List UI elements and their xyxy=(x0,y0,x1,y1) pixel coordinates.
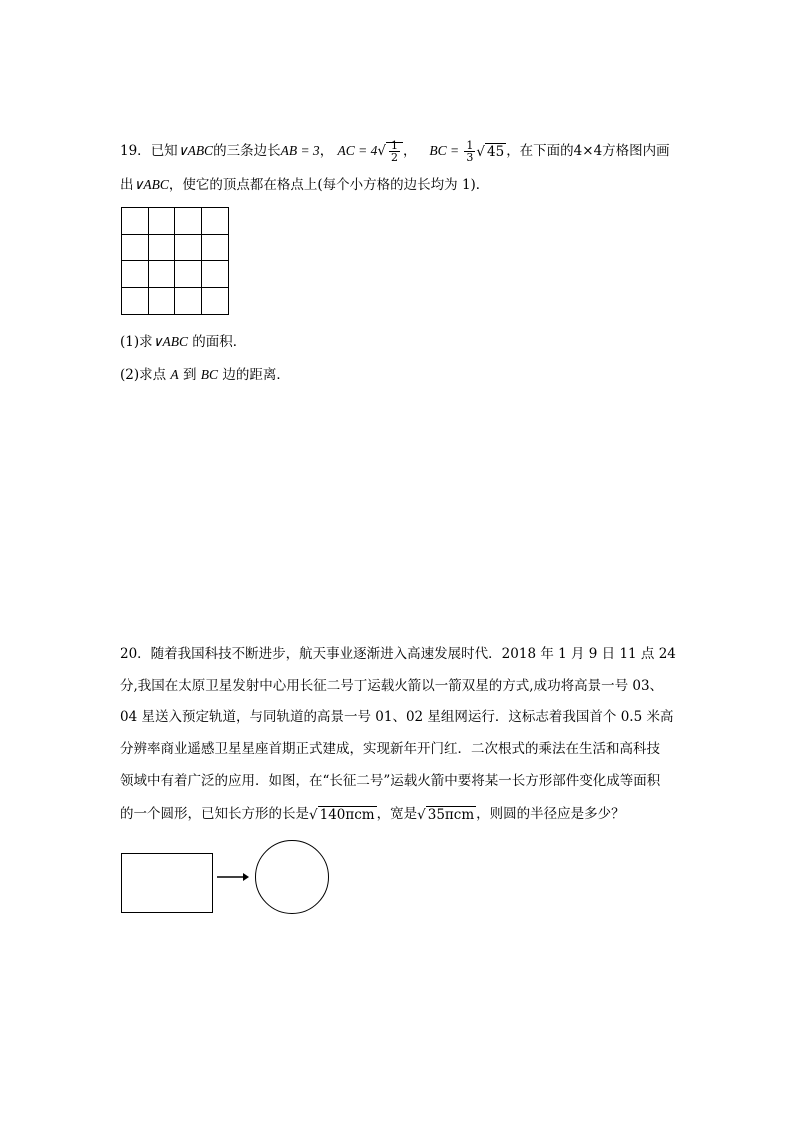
grid-cell xyxy=(122,208,149,235)
grid-cell xyxy=(122,261,149,288)
grid-cell xyxy=(175,235,202,262)
sqrt-half: √ $\frac{1}{2}$ xyxy=(377,140,403,163)
q20-line-5: 领域中有着广泛的应用．如图，在“长征二号”运载火箭中要将某一长方形部件变化成等面积 xyxy=(120,773,661,789)
grid-cell xyxy=(175,288,202,315)
grid-cell xyxy=(149,288,176,315)
triangle-label: ∨ABC xyxy=(133,177,169,192)
sqrt-width: √ 35πcm xyxy=(417,806,475,823)
q19-text: ，使它的顶点都在格点上(每个小方格的边长均为 1)． xyxy=(168,177,490,193)
sqrt-length: √ 140πcm xyxy=(309,806,375,823)
grid-cell xyxy=(202,208,229,235)
circle-figure xyxy=(255,840,329,914)
q19-number: 19． xyxy=(120,143,151,159)
q19-line-2 xyxy=(120,175,489,195)
q19-sub-1: (1)求∨ABC 的面积． xyxy=(120,334,247,350)
q20-line-6: 的一个圆形，已知长方形的长是√ 140πcm ，宽是√ 35πcm ，则圆的半径应是多少？ xyxy=(120,806,625,823)
q20-line-2: 分,我国在太原卫星发射中心用长征二号丁运载火箭以一箭双星的方式,成功将高景一号 03、 xyxy=(120,678,664,694)
q19-text: 的三条边长 xyxy=(213,143,281,159)
q20-line-3: 04 星送入预定轨道，与同轨道的高景一号 01、02 星组网运行．这标志着我国首个 0.5 米高 xyxy=(120,709,674,725)
side-ac-lhs: AC = 4 xyxy=(337,143,378,158)
fraction-one-third: $\frac{1}{3}$ xyxy=(466,139,474,164)
grid-cell xyxy=(122,288,149,315)
q19-text: 已知 xyxy=(150,143,178,159)
side-ab: AB = 3 xyxy=(280,143,320,158)
q20-line-1: 20．随着我国科技不断进步，航天事业逐渐进入高速发展时代．2018 年 1 月 9 日 11 点 24 xyxy=(120,646,676,662)
grid-cell xyxy=(149,208,176,235)
grid-cell xyxy=(175,208,202,235)
grid-cell xyxy=(202,288,229,315)
sqrt-45: √ 45 xyxy=(476,143,505,160)
q20-line-4: 分辨率商业遥感卫星星座首期正式建成，实现新年开门红．二次根式的乘法在生活和高科技 xyxy=(120,741,660,757)
q19-text: ， xyxy=(319,143,334,159)
grid-cell xyxy=(202,261,229,288)
grid-4x4 xyxy=(121,207,229,315)
triangle-label: ∨ABC xyxy=(177,143,214,158)
q19-text: 出 xyxy=(120,177,134,193)
q19-sub-2: (2)求点 A 到 BC 边的距离． xyxy=(120,367,290,383)
grid-cell xyxy=(202,235,229,262)
right-arrow-icon xyxy=(217,870,249,884)
side-bc-lhs: BC = xyxy=(429,143,460,158)
grid-cell xyxy=(122,235,149,262)
q19-text: ， xyxy=(402,143,417,159)
grid-cell xyxy=(175,261,202,288)
rectangle-figure xyxy=(121,853,213,913)
grid-cell xyxy=(149,261,176,288)
q19-line-1 xyxy=(120,140,670,163)
grid-cell xyxy=(149,235,176,262)
fraction-one-half: $\frac{1}{2}$ xyxy=(390,139,398,164)
q19-text: ，在下面的4×4方格图内画 xyxy=(506,143,670,159)
